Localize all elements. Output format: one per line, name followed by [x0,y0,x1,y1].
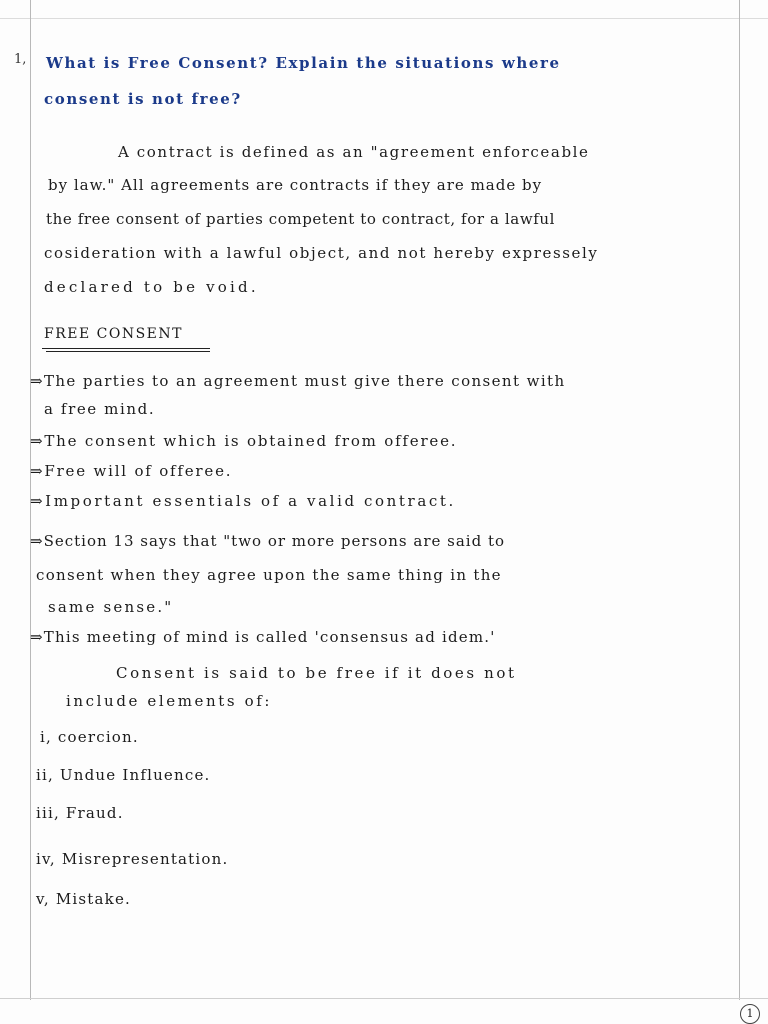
right-margin-line [739,0,740,1000]
element-undue-influence: ii, Undue Influence. [36,766,211,784]
point-line-7: consent when they agree upon the same thing in the [36,566,502,584]
point-line-11: include elements of: [66,692,273,710]
point-line-8: same sense." [48,598,174,616]
point-line-9: ⇒This meeting of mind is called 'consensus ad idem.' [30,628,496,646]
heading-underline-second [46,351,210,352]
intro-line-4: cosideration with a lawful object, and not hereby expressely [44,244,599,262]
intro-line-3: the free consent of parties competent to contract, for a lawful [46,210,556,228]
page-number-badge: 1 [740,1004,760,1024]
point-line-3: ⇒The consent which is obtained from offeree. [30,432,458,450]
free-consent-heading: FREE CONSENT [44,326,183,342]
heading-underline [42,348,210,349]
intro-line-1: A contract is defined as an "agreement enforceable [118,143,590,161]
intro-line-2: by law." All agreements are contracts if they are made by [48,176,543,194]
bottom-rule [0,998,768,999]
point-line-5: ⇒Important essentials of a valid contract. [30,492,456,510]
element-fraud: iii, Fraud. [36,804,124,822]
element-coercion: i, coercion. [40,728,139,746]
point-line-10: Consent is said to be free if it does not [116,664,517,682]
question-line-2: consent is not free? [44,90,242,108]
point-line-2: a free mind. [44,400,156,418]
element-misrepresentation: iv, Misrepresentation. [36,850,229,868]
point-line-6: ⇒Section 13 says that "two or more persons are said to [30,532,506,550]
question-line-1: What is Free Consent? Explain the situations where [46,54,561,72]
point-line-4: ⇒Free will of offeree. [30,462,233,480]
intro-line-5: declared to be void. [44,278,259,296]
element-mistake: v, Mistake. [36,890,131,908]
question-number: 1, [14,52,27,67]
point-line-1: ⇒The parties to an agreement must give there consent with [30,372,566,390]
top-rule [0,18,768,19]
